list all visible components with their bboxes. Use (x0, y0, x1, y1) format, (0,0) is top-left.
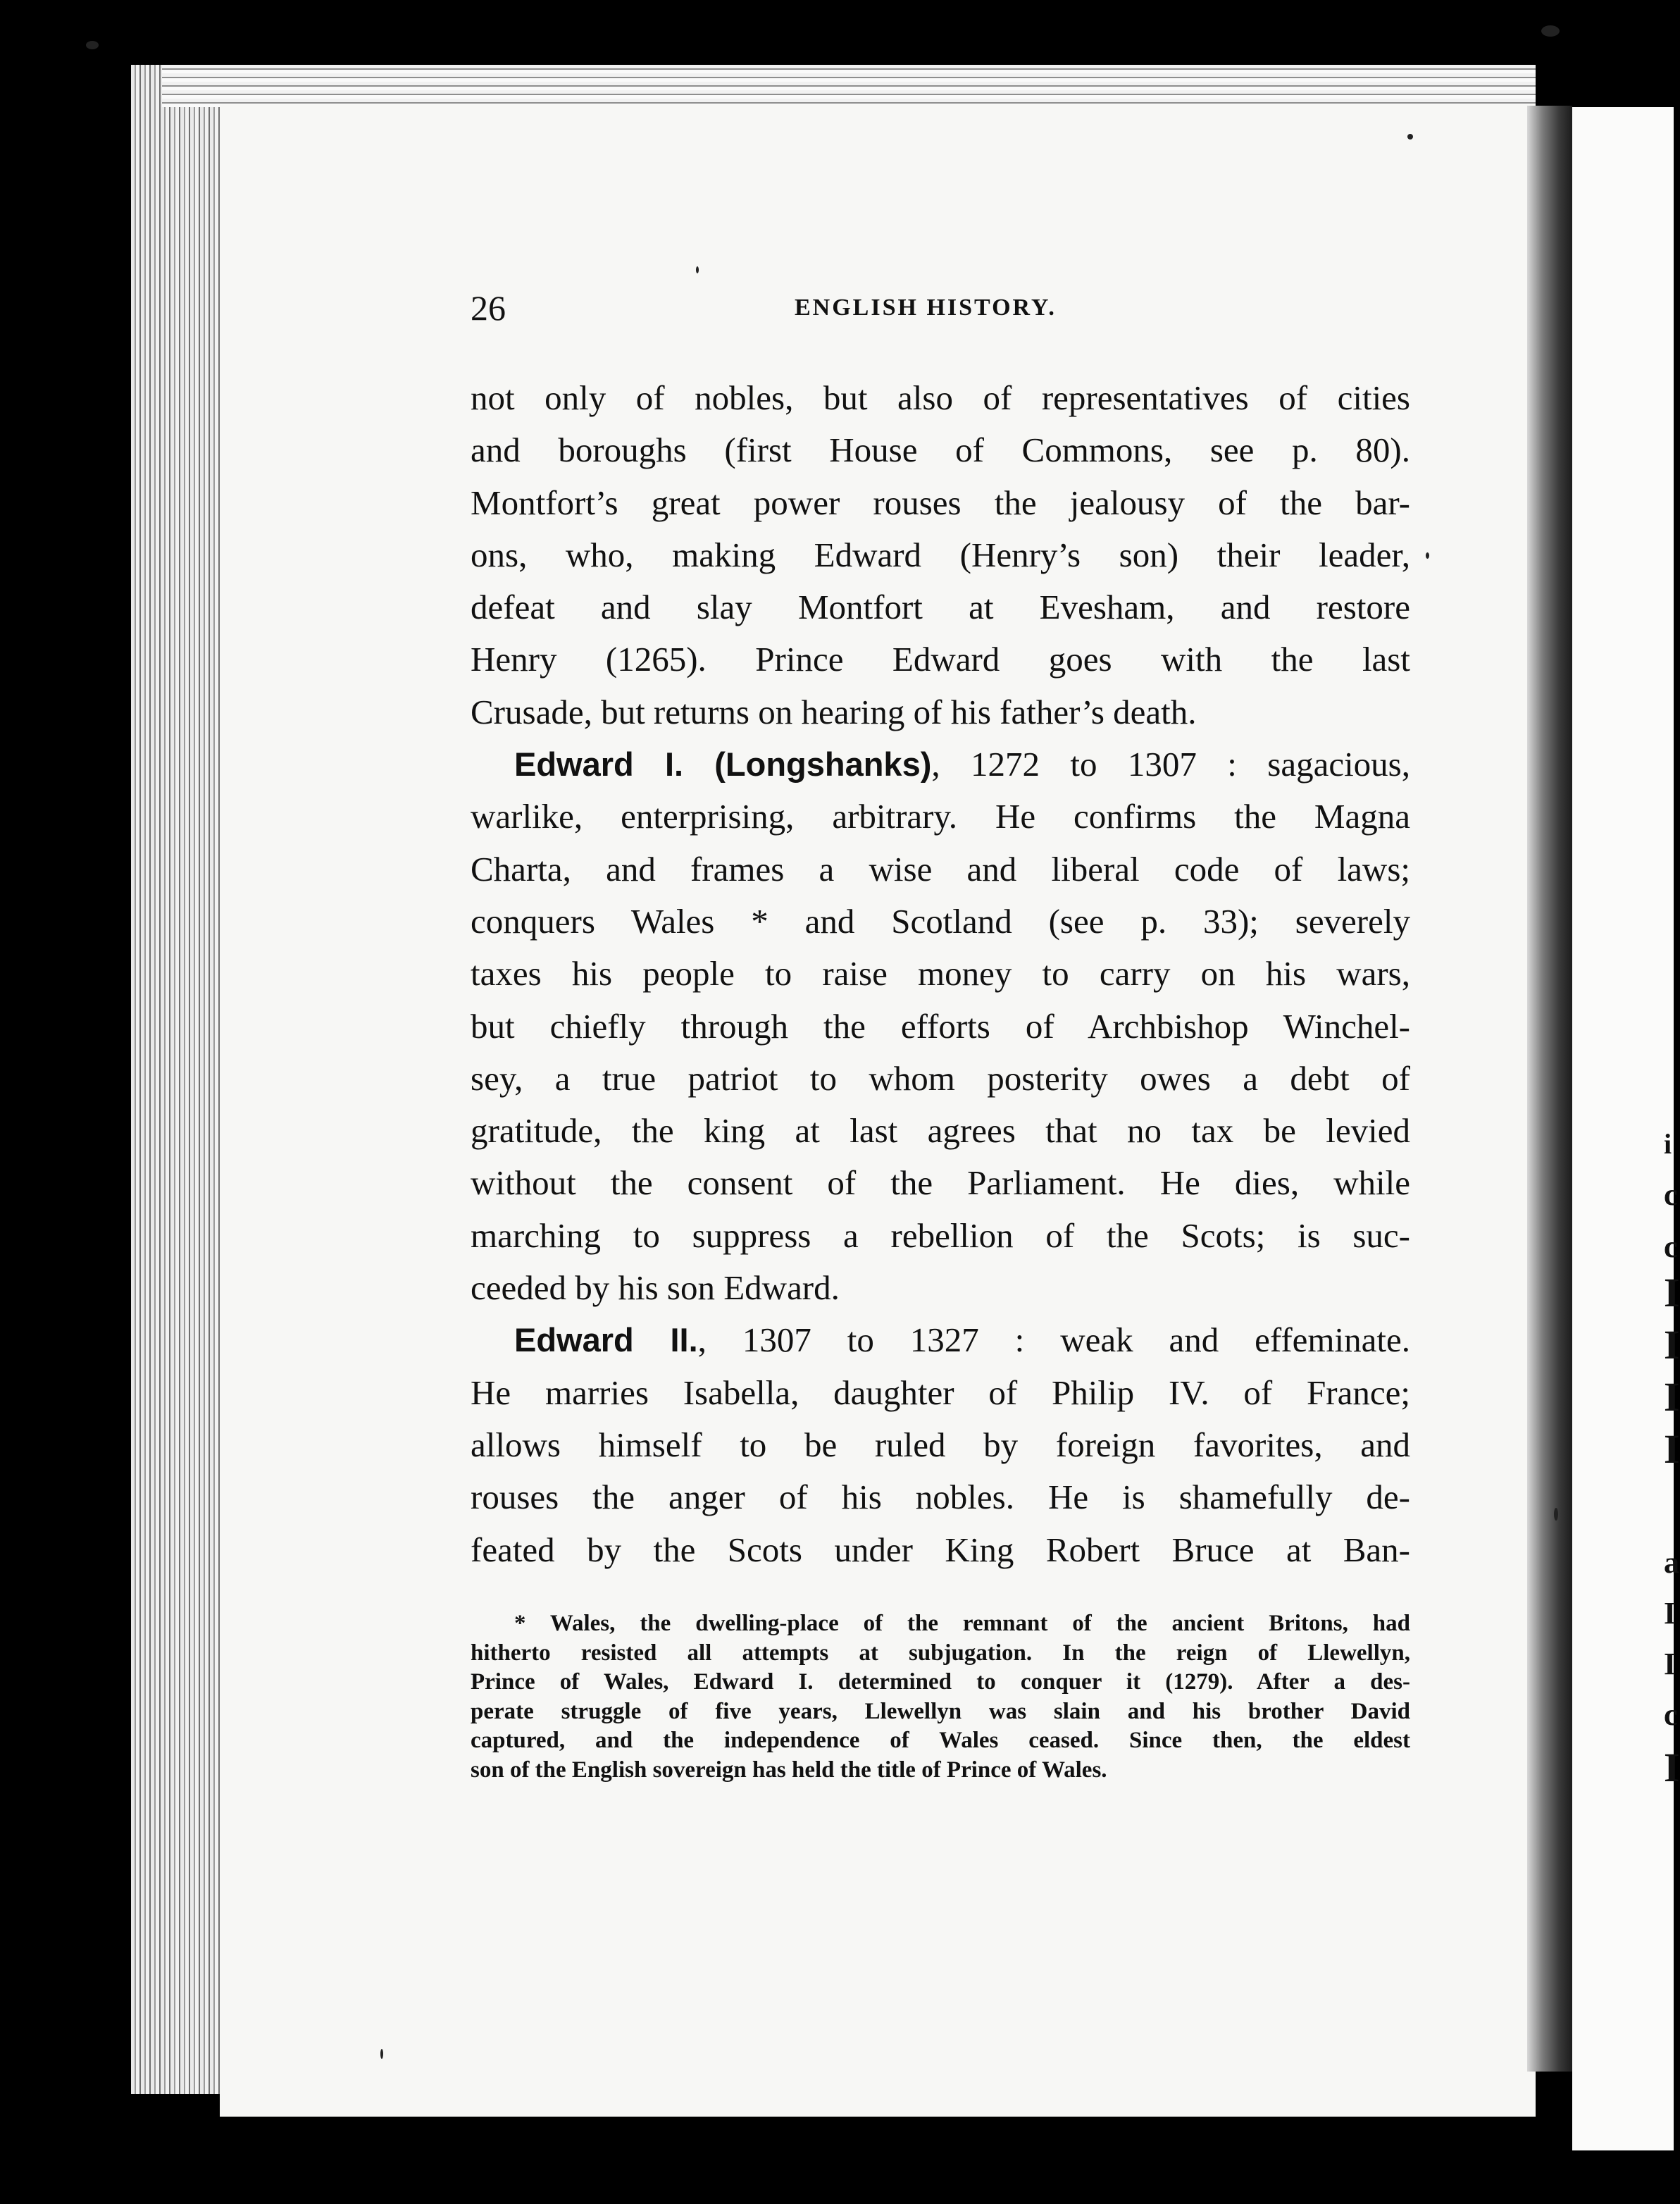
page-header (471, 287, 1410, 330)
facing-fragment: I (1664, 1270, 1680, 1315)
paragraph-edward-ii (471, 1314, 1410, 1575)
text-line: marching to suppress a rebellion of the Scots; is suc- (471, 1215, 1410, 1255)
facing-fragment: c (1664, 1230, 1678, 1264)
facing-fragment: I (1664, 1745, 1680, 1790)
footnote-line: hitherto resisted all attempts at subjugation. In the reign of Llewellyn, (471, 1640, 1410, 1666)
facing-fragment: c (1664, 1697, 1678, 1732)
facing-fragment: I (1664, 1647, 1676, 1681)
footnote-line: Prince of Wales, Edward I. determined to conquer it (1279). After a des- (471, 1669, 1410, 1695)
text-line (471, 738, 1410, 791)
text-line: Henry (1265). Prince Edward goes with the last (471, 640, 1410, 679)
footnote-line: captured, and the independence of Wales ceased. Since then, the eldest (471, 1728, 1410, 1754)
facing-fragment: I (1664, 1322, 1680, 1368)
footnote-line: son of the English sovereign has held the title of Prince of Wales. (471, 1757, 1107, 1783)
footnote-line: perate struggle of five years, Llewellyn was slain and his brother David (471, 1698, 1410, 1724)
running-head: ENGLISH HISTORY. (795, 295, 1057, 321)
text-line: gratitude, the king at last agrees that no tax be levied (471, 1111, 1410, 1151)
text-line (471, 1314, 1410, 1366)
facing-fragment: c (1664, 1177, 1678, 1212)
page-number: 26 (471, 288, 506, 328)
facing-fragment: I (1664, 1596, 1676, 1630)
text-line: rouses the anger of his nobles. He is shamefully de- (471, 1478, 1410, 1517)
book-gutter-shadow (1527, 106, 1572, 2072)
footnote (471, 1609, 1410, 1785)
text-line: taxes his people to raise money to carry on his wars, (471, 954, 1410, 993)
text-line: conquers Wales * and Scotland (see p. 33); severely (471, 901, 1410, 941)
text-line: ceeded by his son Edward. (471, 1268, 840, 1308)
text-line: not only of nobles, but also of representatives of cities (471, 378, 1410, 417)
paragraph-edward-i (471, 738, 1410, 1314)
body-text (471, 372, 1410, 1576)
facing-fragment: a (1664, 1545, 1679, 1580)
facing-fragment: I (1664, 1374, 1680, 1420)
text-line: ons, who, making Edward (Henry’s son) their leader, (471, 535, 1410, 574)
text-line: Charta, and frames a wise and liberal code of laws; (471, 849, 1410, 889)
book-top-edges (162, 65, 1536, 107)
text-line: defeat and slay Montfort at Evesham, and restore (471, 588, 1410, 627)
footnote-line: * Wales, the dwelling-place of the remnant of the ancient Britons, had (514, 1611, 1410, 1636)
paragraph-montfort (471, 372, 1410, 738)
facing-page (1572, 107, 1674, 2150)
text-line: Montfort’s great power rouses the jealousy of the bar- (471, 483, 1410, 522)
text-line: Crusade, but returns on hearing of his father’s death. (471, 692, 1197, 731)
king-heading-edward-ii: Edward II. (514, 1321, 698, 1359)
text-line: and boroughs (first House of Commons, see p. 80). (471, 431, 1410, 470)
king-heading-edward-i: Edward I. (Longshanks) (514, 745, 932, 784)
text-line: but chiefly through the efforts of Archbishop Winchel- (471, 1006, 1410, 1046)
reign-dates: , 1272 to 1307 : sagacious, (931, 745, 1410, 784)
text-line: He marries Isabella, daughter of Philip IV. of France; (471, 1373, 1410, 1412)
facing-fragment: I (1664, 1426, 1680, 1472)
text-line: without the consent of the Parliament. He dies, while (471, 1163, 1410, 1203)
text-line: sey, a true patriot to whom posterity owes a debt of (471, 1058, 1410, 1098)
facing-fragment: i (1664, 1128, 1672, 1160)
reign-dates: , 1307 to 1327 : weak and effeminate. (697, 1320, 1410, 1360)
book-page-edges (131, 65, 230, 2094)
text-line: feated by the Scots under King Robert Bruce at Ban- (471, 1530, 1410, 1569)
text-line: allows himself to be ruled by foreign favorites, and (471, 1425, 1410, 1464)
text-line: warlike, enterprising, arbitrary. He confirms the Magna (471, 797, 1410, 836)
